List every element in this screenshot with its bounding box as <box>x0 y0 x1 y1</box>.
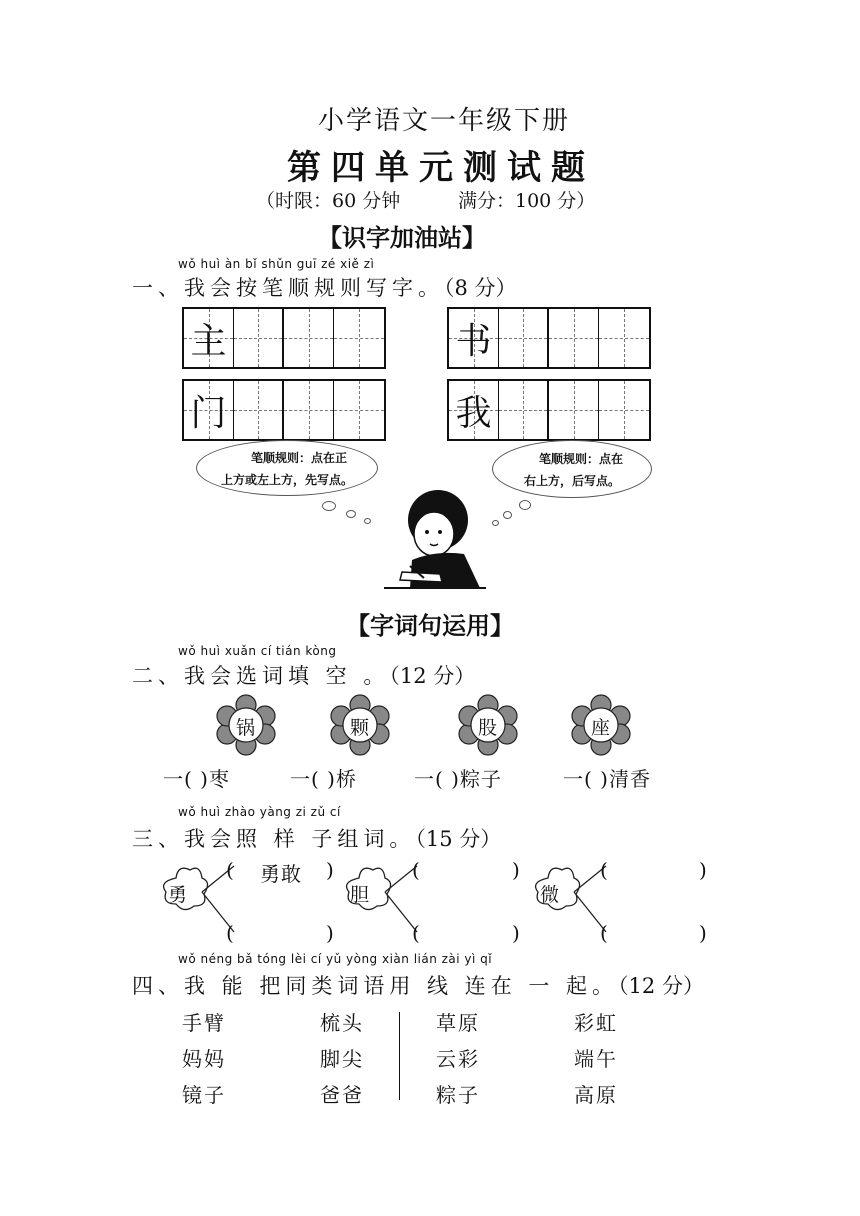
bubble-dot <box>492 520 499 526</box>
word-item[interactable]: 高原 <box>574 1083 618 1107</box>
tip-bubble-left <box>196 440 378 496</box>
option-char-3: 股 <box>478 717 498 739</box>
grid-char: 书 <box>455 321 492 362</box>
q3-text: 三、我会照 样 子组词。 <box>132 827 416 851</box>
q2-score: （12 分） <box>389 664 476 688</box>
q3-question <box>132 823 501 853</box>
flower-word-2 <box>333 856 423 952</box>
child-writing-illustration <box>380 488 490 594</box>
option-char-2: 颗 <box>350 717 370 739</box>
bubble-dot <box>519 500 531 510</box>
word-item[interactable]: 云彩 <box>436 1047 480 1071</box>
q2-question <box>132 660 475 690</box>
q1-pinyin: wǒ huì àn bǐ shǔn guī zé xiě zì <box>178 257 375 271</box>
tip-right-line-1: 笔顺规则：点在 <box>538 452 623 466</box>
word-char-1: 勇 <box>168 884 188 906</box>
title-line-1: 小学语文一年级下册 <box>318 106 571 136</box>
bubble-dot <box>346 510 356 518</box>
fill-blank-2[interactable]: 一( )桥 <box>290 767 357 791</box>
q1-text: 一、我会按笔顺规则写字。 <box>132 276 444 300</box>
q3-score: （15 分） <box>415 827 502 851</box>
fill-blank-3[interactable]: 一( )粽子 <box>414 767 502 791</box>
tip-left-line-2: 上方或左上方，先写点。 <box>220 473 353 487</box>
q4-score: （12 分） <box>618 974 704 998</box>
fill-blank-4[interactable]: 一( )清香 <box>563 767 651 791</box>
paren-close: ) <box>512 858 521 882</box>
paren-close: ) <box>699 858 708 882</box>
full-score: 满分：100 分） <box>458 190 596 212</box>
q4-question <box>132 970 704 1000</box>
q2-text: 二、我会选词填 空 。 <box>132 664 390 688</box>
paren-close: ) <box>326 858 335 882</box>
writing-grid-1[interactable] <box>182 307 386 369</box>
title-line-2: 第四单元测试题 <box>287 148 595 188</box>
option-char-1: 锅 <box>236 717 256 739</box>
word-item[interactable]: 端午 <box>574 1047 618 1071</box>
word-item[interactable]: 粽子 <box>436 1083 480 1107</box>
paren-close: ) <box>699 921 708 945</box>
bubble-dot <box>364 518 371 524</box>
bubble-dot <box>503 511 512 519</box>
word-char-2: 胆 <box>350 884 370 906</box>
q1-question <box>132 272 517 302</box>
word-item[interactable]: 妈妈 <box>182 1047 226 1071</box>
tip-left-line-1: 笔顺规则：点在正 <box>250 451 347 465</box>
paren-open[interactable]: ( <box>226 921 235 945</box>
paren-open: ( <box>226 858 235 882</box>
writing-grid-2[interactable] <box>447 307 651 369</box>
q4-pinyin: wǒ néng bǎ tóng lèi cí yǔ yòng xiàn lián zài yì qǐ <box>178 952 493 966</box>
word-item[interactable]: 草原 <box>436 1011 480 1035</box>
q3-pinyin: wǒ huì zhào yàng zi zǔ cí <box>178 805 341 819</box>
word-item[interactable]: 爸爸 <box>320 1083 364 1107</box>
word-item[interactable]: 脚尖 <box>320 1047 364 1071</box>
option-char-4: 座 <box>591 717 611 739</box>
word-item[interactable]: 彩虹 <box>574 1011 618 1035</box>
paren-open[interactable]: ( <box>600 858 609 882</box>
word-char-3: 微 <box>540 884 560 906</box>
writing-grid-4[interactable] <box>447 379 651 441</box>
grid-char: 我 <box>455 393 492 434</box>
paren-open[interactable]: ( <box>412 921 421 945</box>
paren-open[interactable]: ( <box>600 921 609 945</box>
tip-right-line-2: 右上方，后写点。 <box>523 474 620 488</box>
word-item[interactable]: 手臂 <box>182 1011 226 1035</box>
grid-char: 主 <box>190 321 227 362</box>
grid-char: 门 <box>190 393 227 434</box>
flower-word-3 <box>522 856 612 952</box>
q1-score: （8 分） <box>444 276 517 300</box>
word-item[interactable]: 镜子 <box>182 1083 226 1107</box>
fill-blank-1[interactable]: 一( )枣 <box>163 767 230 791</box>
column-divider <box>399 1012 400 1100</box>
section-title-literacy: 【识字加油站】 <box>318 224 486 252</box>
q2-pinyin: wǒ huì xuǎn cí tián kòng <box>178 644 337 658</box>
q4-text: 四、我 能 把同类词语用 线 连在 一 起。 <box>132 974 619 998</box>
paren-open[interactable]: ( <box>412 858 421 882</box>
bubble-dot <box>322 501 336 511</box>
paren-close: ) <box>326 921 335 945</box>
time-limit: （时限：60 分钟 <box>256 190 401 212</box>
tip-bubble-right <box>492 440 652 498</box>
section-title-usage: 【字词句运用】 <box>346 612 514 640</box>
word-item[interactable]: 梳头 <box>320 1011 364 1035</box>
example-word: 勇敢 <box>260 862 302 886</box>
paren-close: ) <box>512 921 521 945</box>
writing-grid-3[interactable] <box>182 379 386 441</box>
